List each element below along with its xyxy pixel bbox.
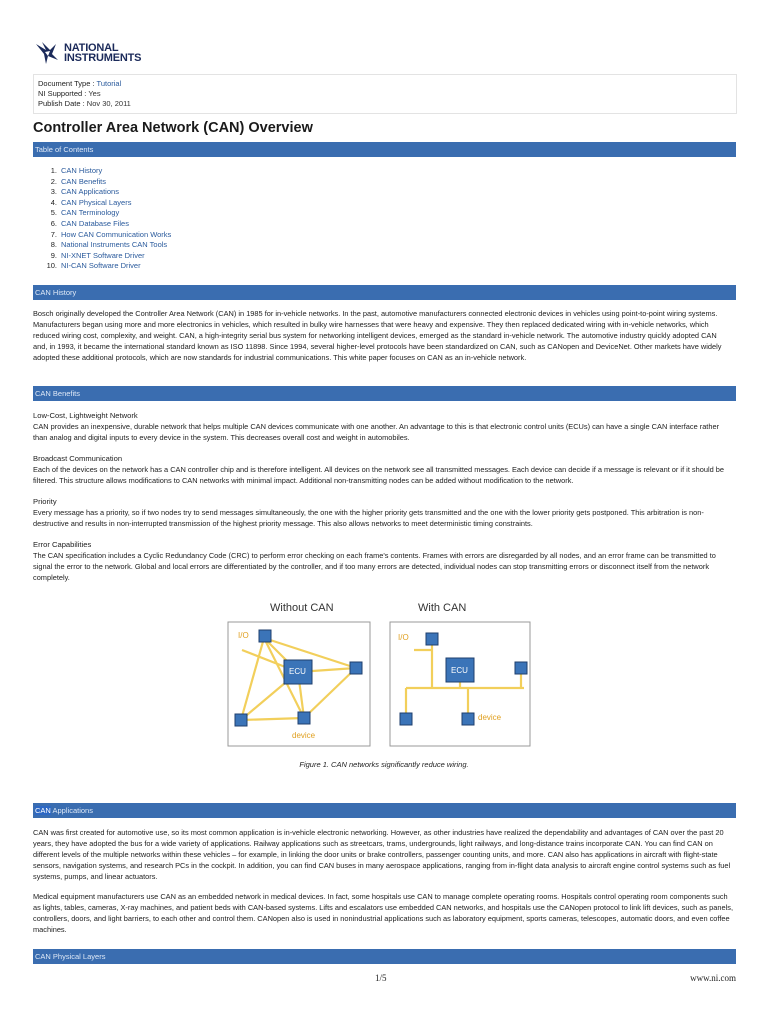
io-label: I/O [238, 631, 249, 640]
benefit-title-priority: Priority [33, 497, 57, 506]
benefit-text-error: The CAN specification includes a Cyclic Redundancy Code (CRC) to perform error checking on each frame's contents. Frames with errors are disregarded by all nodes, and an error frame can be transmitted to signal the error to the network. Global and local errors are differentiated by the controller, and if too many errors are detected, individual nodes can stop transmitting errors or disconnect itself from the network completely. [33, 551, 716, 582]
toc-item[interactable]: 2. CAN Benefits [50, 176, 107, 186]
page-number: 1/5 [375, 973, 387, 983]
footer-url[interactable]: www.ni.com [690, 973, 736, 983]
benefit-text-broadcast: Each of the devices on the network has a CAN controller chip and is therefore intelligent. All devices on the network see all transmitted messages. Each device can decide if a message is relevant or if it should be filtered. This structure allows modifications to CAN networks with minimal impact. Additional non-transmitting nodes can be added without modification to the network. [33, 465, 724, 485]
without-can-title: Without CAN [270, 602, 334, 614]
figure-caption: Figure 1. CAN networks significantly reduce wiring. [299, 760, 469, 769]
toc-item[interactable]: 10. NI-CAN Software Driver [46, 261, 141, 271]
toc-item[interactable]: 5. CAN Terminology [50, 208, 120, 218]
node-icon [235, 714, 247, 726]
logo-wordmark: NATIONAL INSTRUMENTS [64, 42, 142, 64]
can-applications-header: CAN Applications [33, 803, 736, 818]
toc-item[interactable]: 8. National Instruments CAN Tools [50, 240, 168, 250]
can-physical-layers-header: CAN Physical Layers [33, 949, 736, 964]
benefit-text-low-cost: CAN provides an inexpensive, durable network that helps multiple CAN devices communicate with one another. An advantage to this is that electronic control units (ECUs) can have a single CAN interface rather than analog and digital inputs to every device in the system. This decreases overall cost and weight in automobiles. [33, 422, 720, 442]
node-icon [462, 713, 474, 725]
device-label: device [478, 713, 502, 722]
io-label: I/O [398, 633, 409, 642]
toc-header-bar: Table of Contents [33, 142, 736, 157]
can-history-text: Bosch originally developed the Controller Area Network (CAN) in 1985 for in-vehicle networks. In the past, automotive manufacturers connected electronic devices in vehicles using point-to-point wiring systems. Manufacturers began using more and more electronics in vehicles, which resulted in bulky wire harnesses that were heavy and expensive. They then replaced dedicated wiring with in-vehicle networks, which reduced wiring cost, complexity, and weight. CAN, a high-integrity serial bus system for networking intelligent devices, emerged as the standard in-vehicle network. The automotive industry quickly adopted CAN and, in 1993, it became the international standard known as ISO 11898. Since 1994, several higher-level protocols have been standardized on CAN, such as CANopen and DeviceNet. Other markets have widely adopted these additional protocols, which are now standards for industrial communications. This white paper focuses on CAN as an in-vehicle network. [33, 309, 722, 362]
ni-logo [34, 40, 141, 66]
can-benefits-header: CAN Benefits [33, 386, 736, 401]
node-icon [298, 712, 310, 724]
ecu-label: ECU [289, 667, 306, 676]
doc-type-link[interactable]: Tutorial [96, 79, 122, 88]
benefit-text-priority: Every message has a priority, so if two nodes try to send messages simultaneously, the one with the higher priority gets transmitted and the one with the lower priority gets postponed. This arbitration is non-destructive and results in non-interrupted transmission of the highest priority message. This also allows networks to meet deterministic timing constraints. [33, 508, 704, 528]
doc-type-label: Document Type : [38, 79, 95, 88]
benefit-title-low-cost: Low-Cost, Lightweight Network [33, 411, 138, 420]
with-can-title: With CAN [418, 602, 467, 614]
node-icon [515, 662, 527, 674]
node-icon [259, 630, 271, 642]
toc-item[interactable]: 3. CAN Applications [50, 187, 119, 197]
table-of-contents [44, 166, 171, 272]
highlighted-term: CAN [35, 806, 51, 815]
can-applications-para1: CAN was first created for automotive use, so its most common application is in-vehicle electronic networking. However, as other industries have realized the dependability and advantages of CAN over the past 20 years, they have adopted the bus for a wide variety of applications. Railway applications such as streetcars, trams, undergrounds, light railways, and long-distance trains incorporate CAN. You can find CAN on different levels of the multiple networks within these vehicles – for example, in linking the door units or brake controllers, passenger counting units, and more. CAN also has applications in aircraft with flight-state sensors, navigation systems, and research PCs in the cockpit. In addition, you can find CAN buses in many aerospace applications, ranging from in-flight data analysis to aircraft engine control systems such as fuel systems, pumps, and linear actuators. [33, 828, 731, 881]
device-label: device [292, 731, 316, 740]
benefit-title-error: Error Capabilities [33, 540, 92, 549]
ni-eagle-icon [34, 40, 60, 66]
node-icon [400, 713, 412, 725]
publish-date-value: Nov 30, 2011 [86, 99, 131, 108]
ecu-label: ECU [451, 666, 468, 675]
node-icon [350, 662, 362, 674]
document-metadata [38, 79, 131, 109]
toc-item[interactable]: 6. CAN Database Files [50, 218, 129, 228]
page-title: Controller Area Network (CAN) Overview [33, 120, 313, 136]
toc-item[interactable]: 9. NI-XNET Software Driver [50, 250, 145, 260]
toc-item[interactable]: 1. CAN History [50, 166, 103, 175]
can-applications-para2: Medical equipment manufacturers use CAN as an embedded network in medical devices. In fact, some hospitals use CAN to manage complete operating rooms. Hospitals control operating room components such as lights, tables, cameras, X-ray machines, and patient beds with CAN-based systems. Lifts and escalators use embedded CAN networks, and hospitals use the CANopen protocol to link lift devices, such as panels, controllers, doors, and light barriers, to each other and control them. CANopen also is used in nonindustrial applications such as laboratory equipment, sports cameras, telescopes, automatic doors, and even coffee machines. [33, 892, 733, 934]
can-wiring-figure [226, 600, 532, 748]
benefit-title-broadcast: Broadcast Communication [33, 454, 123, 463]
ni-supported-label: NI Supported : [38, 89, 87, 98]
metadata-box [33, 74, 737, 114]
toc-item[interactable]: 7. How CAN Communication Works [50, 229, 172, 239]
node-icon [426, 633, 438, 645]
publish-date-label: Publish Date : [38, 99, 85, 108]
can-history-header: CAN History [33, 285, 736, 300]
toc-item[interactable]: 4. CAN Physical Layers [50, 197, 132, 207]
ni-supported-value: Yes [88, 89, 101, 98]
